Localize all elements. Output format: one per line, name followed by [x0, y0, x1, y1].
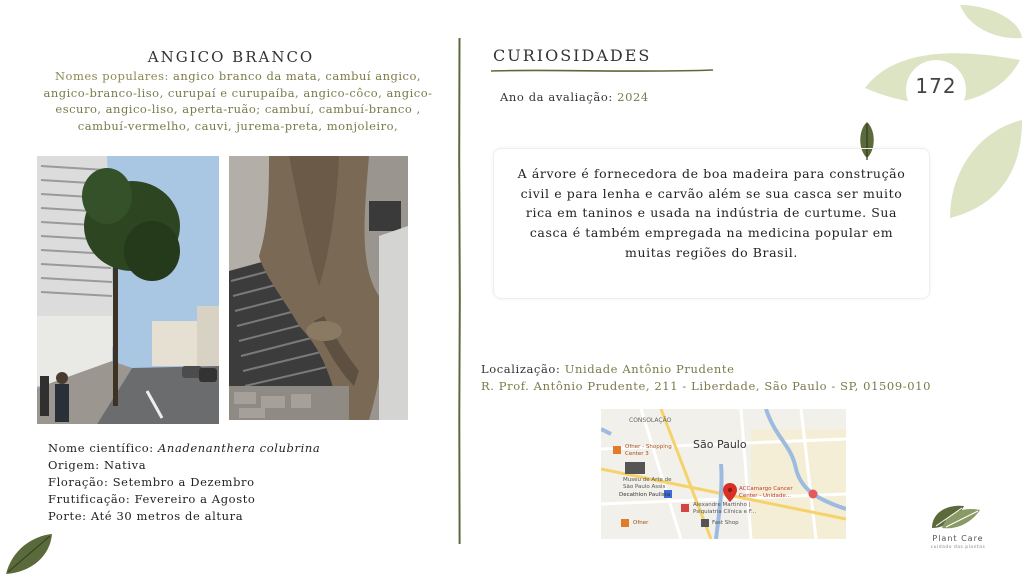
flowering-row — [48, 474, 320, 491]
scientific-name-label: Nome científico: — [48, 441, 154, 455]
column-divider — [458, 38, 461, 544]
plant-care-logo-icon — [928, 500, 984, 532]
evaluation-year-value: 2024 — [617, 90, 649, 104]
fruiting-value: Fevereiro a Agosto — [134, 492, 256, 506]
size-value: Até 30 metros de altura — [90, 509, 244, 523]
location-info — [481, 361, 931, 394]
tree-trunk-photo — [229, 156, 408, 420]
scientific-name-value: Anadenanthera colubrina — [158, 441, 321, 455]
scientific-name-row — [48, 440, 320, 457]
description-text: A árvore é fornecedora de boa madeira para construção civil e para lenha e carvão além se sua casca ser muito rica em taninos e usada na indústria de curtume. Sua casca é também empregada na medicina popular em muitas regiões do Brasil. — [517, 166, 906, 260]
map-label-hospital: ACCamargo Cancer Center - Unidade... — [739, 486, 793, 499]
origin-label: Origem: — [48, 458, 100, 472]
map-label-museum: Museu de Arte de São Paulo Assis — [623, 477, 672, 490]
fruiting-row — [48, 491, 320, 508]
location-label: Localização: — [481, 362, 561, 376]
location-unit: Unidade Antônio Prudente — [564, 362, 735, 376]
flowering-value: Setembro a Dezembro — [112, 475, 255, 489]
fruiting-label: Frutificação: — [48, 492, 131, 506]
evaluation-year-label: Ano da avaliação: — [500, 90, 613, 104]
map-label-clinic: Alexandre Martinho | Psiquiatria Clínica e F... — [693, 502, 757, 515]
map-label-city: São Paulo — [693, 438, 747, 451]
flowering-label: Floração: — [48, 475, 109, 489]
title-underline — [491, 68, 713, 74]
size-label: Porte: — [48, 509, 87, 523]
popular-names-text: angico branco da mata, cambuí angico, angico-branco-liso, curupaí e curupaíba, angico-côco, angico-escuro, angico-liso, aperta-ruão; cambuí, cambuí-branco , cambuí-vermelho, cauvi, jurema-preta, monjoleiro, — [43, 69, 433, 133]
brand-tagline: cuidado das plantas — [930, 545, 986, 550]
leaf-decoration-bottom-left — [4, 532, 54, 576]
tree-number-badge: 172 — [915, 74, 957, 98]
origin-value: Nativa — [104, 458, 147, 472]
location-map[interactable] — [601, 409, 846, 539]
map-label-fastshop: Fast Shop — [712, 520, 739, 526]
size-row — [48, 508, 320, 525]
species-title: ANGICO BRANCO — [147, 48, 315, 66]
curiosities-title: CURIOSIDADES — [493, 46, 652, 65]
map-label-shopping: Ofner - Shopping Center 3 — [625, 444, 672, 457]
origin-row — [48, 457, 320, 474]
map-label-ofner: Ofner — [633, 520, 649, 526]
map-label-decathlon: Decathlon Paulista — [619, 492, 671, 498]
evaluation-year — [500, 90, 649, 104]
map-label-district: CONSOLAÇÃO — [629, 417, 672, 424]
popular-names — [36, 68, 440, 134]
species-info — [48, 440, 320, 525]
brand-name: Plant Care — [932, 534, 984, 543]
location-address: R. Prof. Antônio Prudente, 211 - Liberdade, São Paulo - SP, 01509-010 — [481, 378, 931, 393]
popular-names-label: Nomes populares: — [54, 69, 169, 83]
tree-street-photo — [37, 156, 219, 424]
